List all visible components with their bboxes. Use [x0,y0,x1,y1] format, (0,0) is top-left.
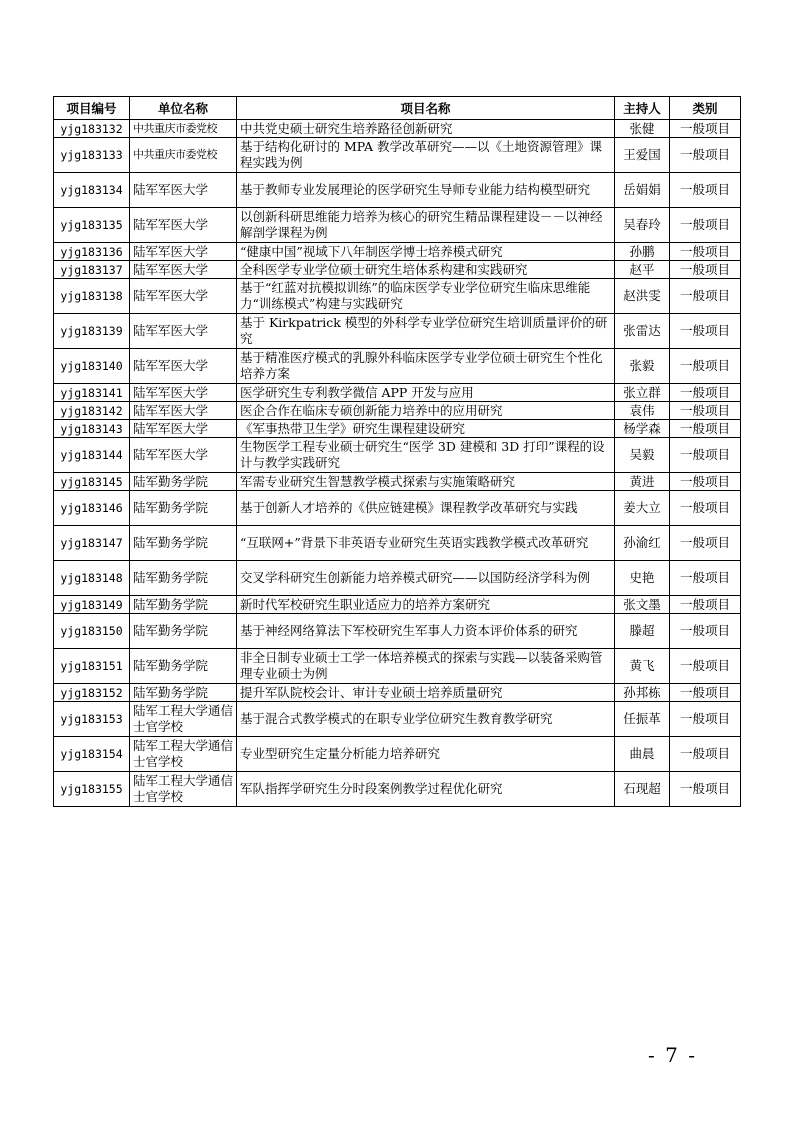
cell-host: 张健 [615,120,670,138]
cell-category: 一般项目 [670,561,741,596]
cell-host: 袁伟 [615,402,670,420]
cell-host: 黄进 [615,473,670,491]
cell-project-name: “互联网+”背景下非英语专业研究生英语实践教学模式改革研究 [237,526,615,561]
table-row [54,279,741,314]
cell-host: 曲晨 [615,737,670,772]
cell-host: 吴毅 [615,438,670,473]
cell-project-id: yjg183154 [54,737,130,772]
cell-category: 一般项目 [670,438,741,473]
cell-category: 一般项目 [670,120,741,138]
cell-project-id: yjg183133 [54,138,130,173]
cell-project-id: yjg183149 [54,596,130,614]
cell-project-id: yjg183135 [54,208,130,243]
table-row [54,243,741,261]
table-header-row [54,97,741,120]
cell-category: 一般项目 [670,596,741,614]
cell-unit-name: 陆军勤务学院 [130,526,237,561]
cell-unit-name: 中共重庆市委党校 [130,138,237,173]
cell-category: 一般项目 [670,279,741,314]
cell-project-id: yjg183148 [54,561,130,596]
cell-project-id: yjg183132 [54,120,130,138]
cell-project-id: yjg183139 [54,314,130,349]
table-row [54,438,741,473]
table-row [54,208,741,243]
cell-project-name: 新时代军校研究生职业适应力的培养方案研究 [237,596,615,614]
cell-category: 一般项目 [670,614,741,649]
cell-host: 石现超 [615,772,670,807]
cell-project-id: yjg183140 [54,349,130,384]
cell-category: 一般项目 [670,243,741,261]
table-row [54,314,741,349]
table-row [54,120,741,138]
header-category: 类别 [670,97,741,120]
header-project-id: 项目编号 [54,97,130,120]
cell-unit-name: 陆军军医大学 [130,279,237,314]
cell-host: 张雷达 [615,314,670,349]
table-row [54,473,741,491]
cell-category: 一般项目 [670,526,741,561]
table-row [54,526,741,561]
cell-project-name: 基于 Kirkpatrick 模型的外科学专业学位研究生培训质量评价的研究 [237,314,615,349]
cell-project-name: 基于教师专业发展理论的医学研究生导师专业能力结构模型研究 [237,173,615,208]
cell-project-name: 基于精准医疗模式的乳腺外科临床医学专业学位硕士研究生个性化培养方案 [237,349,615,384]
cell-host: 史艳 [615,561,670,596]
cell-project-name: 医企合作在临床专硕创新能力培养中的应用研究 [237,402,615,420]
header-unit-name: 单位名称 [130,97,237,120]
cell-unit-name: 陆军勤务学院 [130,561,237,596]
cell-project-name: 军队指挥学研究生分时段案例教学过程优化研究 [237,772,615,807]
cell-category: 一般项目 [670,402,741,420]
cell-host: 杨学森 [615,420,670,438]
cell-project-name: 基于神经网络算法下军校研究生军事人力资本评价体系的研究 [237,614,615,649]
table-row [54,173,741,208]
cell-category: 一般项目 [670,384,741,402]
table-row [54,261,741,279]
cell-project-name: 全科医学专业学位硕士研究生培体系构建和实践研究 [237,261,615,279]
cell-project-name: “健康中国”视域下八年制医学博士培养模式研究 [237,243,615,261]
table-row [54,737,741,772]
cell-category: 一般项目 [670,684,741,702]
cell-project-name: 生物医学工程专业硕士研究生“医学 3D 建模和 3D 打印”课程的设计与教学实践研究 [237,438,615,473]
table-row [54,138,741,173]
table-row [54,349,741,384]
table-row [54,384,741,402]
cell-project-id: yjg183145 [54,473,130,491]
cell-host: 姜大立 [615,491,670,526]
header-host: 主持人 [615,97,670,120]
cell-host: 赵平 [615,261,670,279]
cell-project-id: yjg183143 [54,420,130,438]
cell-category: 一般项目 [670,649,741,684]
cell-category: 一般项目 [670,314,741,349]
cell-project-id: yjg183138 [54,279,130,314]
cell-project-id: yjg183136 [54,243,130,261]
cell-project-id: yjg183153 [54,702,130,737]
cell-unit-name: 陆军勤务学院 [130,473,237,491]
table-row [54,596,741,614]
cell-host: 黄飞 [615,649,670,684]
cell-host: 赵洪雯 [615,279,670,314]
cell-unit-name: 陆军军医大学 [130,243,237,261]
cell-project-name: 非全日制专业硕士工学一体培养模式的探索与实践—以装备采购管理专业硕士为例 [237,649,615,684]
table-row [54,420,741,438]
cell-category: 一般项目 [670,138,741,173]
cell-project-id: yjg183150 [54,614,130,649]
cell-unit-name: 陆军勤务学院 [130,649,237,684]
cell-unit-name: 陆军军医大学 [130,173,237,208]
cell-project-name: 中共党史硕士研究生培养路径创新研究 [237,120,615,138]
cell-unit-name: 陆军勤务学院 [130,614,237,649]
cell-project-id: yjg183155 [54,772,130,807]
cell-host: 张文墨 [615,596,670,614]
cell-unit-name: 陆军军医大学 [130,438,237,473]
cell-project-id: yjg183147 [54,526,130,561]
table-row [54,402,741,420]
cell-unit-name: 陆军军医大学 [130,402,237,420]
cell-project-name: 基于结构化研讨的 MPA 教学改革研究——以《土地资源管理》课程实践为例 [237,138,615,173]
cell-project-name: 基于“红蓝对抗模拟训练”的临床医学专业学位研究生临床思维能力“训练模式”构建与实践研究 [237,279,615,314]
cell-unit-name: 陆军工程大学通信士官学校 [130,702,237,737]
cell-project-name: 专业型研究生定量分析能力培养研究 [237,737,615,772]
page-number: - 7 - [648,1043,697,1067]
cell-category: 一般项目 [670,473,741,491]
project-table [53,96,741,807]
cell-host: 滕超 [615,614,670,649]
cell-host: 张毅 [615,349,670,384]
cell-unit-name: 陆军勤务学院 [130,684,237,702]
cell-host: 孙渝红 [615,526,670,561]
cell-project-id: yjg183144 [54,438,130,473]
table-row [54,614,741,649]
cell-unit-name: 陆军军医大学 [130,384,237,402]
cell-project-id: yjg183141 [54,384,130,402]
table-row [54,649,741,684]
cell-unit-name: 陆军军医大学 [130,314,237,349]
cell-unit-name: 陆军勤务学院 [130,596,237,614]
cell-project-name: 基于创新人才培养的《供应链建模》课程教学改革研究与实践 [237,491,615,526]
cell-category: 一般项目 [670,702,741,737]
cell-category: 一般项目 [670,261,741,279]
cell-project-id: yjg183134 [54,173,130,208]
cell-unit-name: 陆军勤务学院 [130,491,237,526]
header-project-name: 项目名称 [237,97,615,120]
table-row [54,684,741,702]
cell-unit-name: 陆军军医大学 [130,349,237,384]
cell-project-id: yjg183137 [54,261,130,279]
cell-unit-name: 中共重庆市委党校 [130,120,237,138]
cell-host: 吴春玲 [615,208,670,243]
cell-project-id: yjg183152 [54,684,130,702]
cell-category: 一般项目 [670,173,741,208]
cell-project-name: 军需专业研究生智慧教学模式探索与实施策略研究 [237,473,615,491]
cell-unit-name: 陆军工程大学通信士官学校 [130,737,237,772]
cell-unit-name: 陆军军医大学 [130,261,237,279]
cell-project-name: 《军事热带卫生学》研究生课程建设研究 [237,420,615,438]
cell-host: 任振革 [615,702,670,737]
table-row [54,491,741,526]
cell-project-name: 提升军队院校会计、审计专业硕士培养质量研究 [237,684,615,702]
cell-host: 岳娟娟 [615,173,670,208]
cell-project-id: yjg183146 [54,491,130,526]
cell-category: 一般项目 [670,420,741,438]
cell-unit-name: 陆军军医大学 [130,208,237,243]
cell-category: 一般项目 [670,349,741,384]
cell-unit-name: 陆军工程大学通信士官学校 [130,772,237,807]
cell-category: 一般项目 [670,772,741,807]
table-row [54,702,741,737]
cell-unit-name: 陆军军医大学 [130,420,237,438]
cell-host: 孙鹏 [615,243,670,261]
table-row [54,772,741,807]
cell-host: 张立群 [615,384,670,402]
cell-category: 一般项目 [670,208,741,243]
cell-project-name: 基于混合式教学模式的在职专业学位研究生教育教学研究 [237,702,615,737]
cell-project-name: 交叉学科研究生创新能力培养模式研究——以国防经济学科为例 [237,561,615,596]
cell-project-name: 医学研究生专利教学微信 APP 开发与应用 [237,384,615,402]
cell-project-id: yjg183151 [54,649,130,684]
cell-project-name: 以创新科研思维能力培养为核心的研究生精品课程建设－－以神经解剖学课程为例 [237,208,615,243]
cell-host: 王爱国 [615,138,670,173]
cell-category: 一般项目 [670,737,741,772]
table-row [54,561,741,596]
cell-category: 一般项目 [670,491,741,526]
cell-project-id: yjg183142 [54,402,130,420]
cell-host: 孙邦栋 [615,684,670,702]
